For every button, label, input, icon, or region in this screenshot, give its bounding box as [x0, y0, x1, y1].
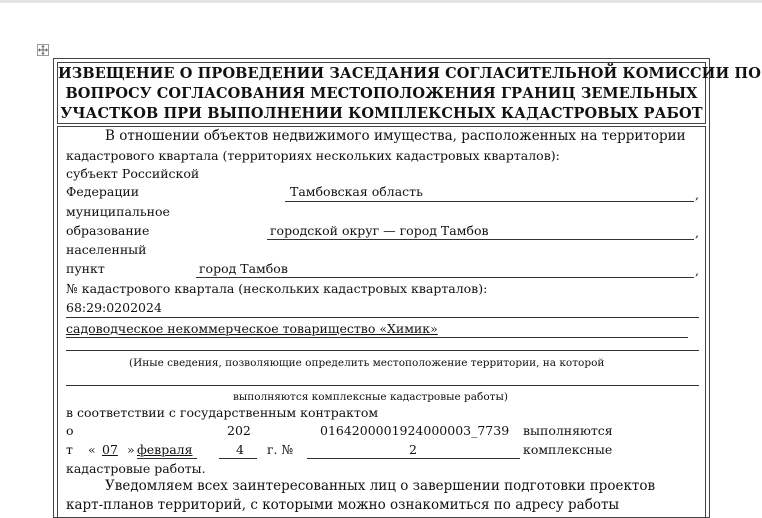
other-info-rule	[66, 385, 699, 386]
title-line-2: ВОПРОСУ СОГЛАСОВАНИЯ МЕСТОПОЛОЖЕНИЯ ГРАНИЦ ЗЕМЕЛЬНЫХ	[65, 85, 698, 102]
contract-o: о	[66, 423, 74, 438]
subject-comma: ,	[695, 187, 699, 202]
municipal-value: городской округ — город Тамбов	[270, 223, 489, 238]
contract-t: т	[66, 442, 73, 457]
quarter-value: 68:29:0202024	[66, 300, 162, 315]
title-line-3: УЧАСТКОВ ПРИ ВЫПОЛНЕНИИ КОМПЛЕКСНЫХ КАДАСТРОВЫХ РАБОТ	[60, 105, 703, 122]
contract-works: кадастровые работы.	[66, 461, 206, 476]
settlement-underline	[196, 277, 694, 278]
other-info-line-1: (Иные сведения, позволяющие определить местоположение территории, на которой	[129, 357, 605, 369]
contract-year-digit: 4	[236, 442, 244, 457]
contract-month-underline	[137, 458, 197, 459]
contract-date-close: »	[127, 442, 135, 457]
subject-label-2: Федерации	[66, 184, 140, 199]
contract-line-1: в соответствии с государственным контрактом	[66, 405, 379, 420]
partnership-underline	[66, 337, 688, 338]
contract-number: 0164200001924000003_7739	[320, 423, 510, 438]
contract-complex: комплексные	[523, 442, 613, 457]
intro-line-1: В отношении объектов недвижимого имущества, расположенных на территории	[105, 128, 686, 144]
settlement-value: город Тамбов	[199, 261, 288, 276]
partnership-value: садоводческое некоммерческое товарищество «Химик»	[66, 321, 438, 336]
quarter-underline	[66, 317, 699, 318]
contract-month: февраля	[137, 442, 193, 457]
settlement-label-1: населенный	[66, 242, 147, 257]
contract-year-suffix: г. №	[267, 442, 294, 457]
table-move-handle-icon[interactable]	[37, 44, 49, 56]
contract-year: 202	[227, 423, 251, 438]
notice-line-1: Уведомляем всех заинтересованных лиц о завершении подготовки проектов	[105, 478, 656, 494]
subject-underline	[285, 201, 694, 202]
notice-title	[57, 62, 761, 124]
partnership-bottom-rule	[66, 350, 699, 351]
contract-year-underline	[219, 458, 257, 459]
municipal-label-1: муниципальное	[66, 204, 170, 219]
municipal-underline	[267, 239, 694, 240]
contract-num: 2	[409, 442, 417, 457]
intro-line-2: кадастрового квартала (территориях нескольких кадастровых кварталов):	[66, 148, 560, 163]
title-line-1: ИЗВЕЩЕНИЕ О ПРОВЕДЕНИИ ЗАСЕДАНИЯ СОГЛАСИТЕЛЬНОЙ КОМИССИИ ПО	[58, 65, 761, 82]
contract-day: 07	[102, 442, 118, 457]
contract-performed: выполняются	[523, 423, 613, 438]
subject-value: Тамбовская область	[290, 184, 423, 199]
settlement-comma: ,	[695, 263, 699, 278]
municipal-comma: ,	[695, 225, 699, 240]
contract-num-underline	[307, 458, 520, 459]
subject-label-1: субъект Российской	[66, 166, 200, 181]
other-info-line-2: выполняются комплексные кадастровые работы)	[233, 391, 508, 403]
quarter-label: № кадастрового квартала (нескольких кадастровых кварталов):	[66, 281, 488, 296]
contract-date-open: «	[88, 442, 96, 457]
settlement-label-2: пункт	[66, 261, 105, 276]
municipal-label-2: образование	[66, 223, 150, 238]
notice-line-2: карт-планов территорий, с которыми можно ознакомиться по адресу работы	[66, 497, 620, 513]
window-top-border	[0, 0, 762, 3]
